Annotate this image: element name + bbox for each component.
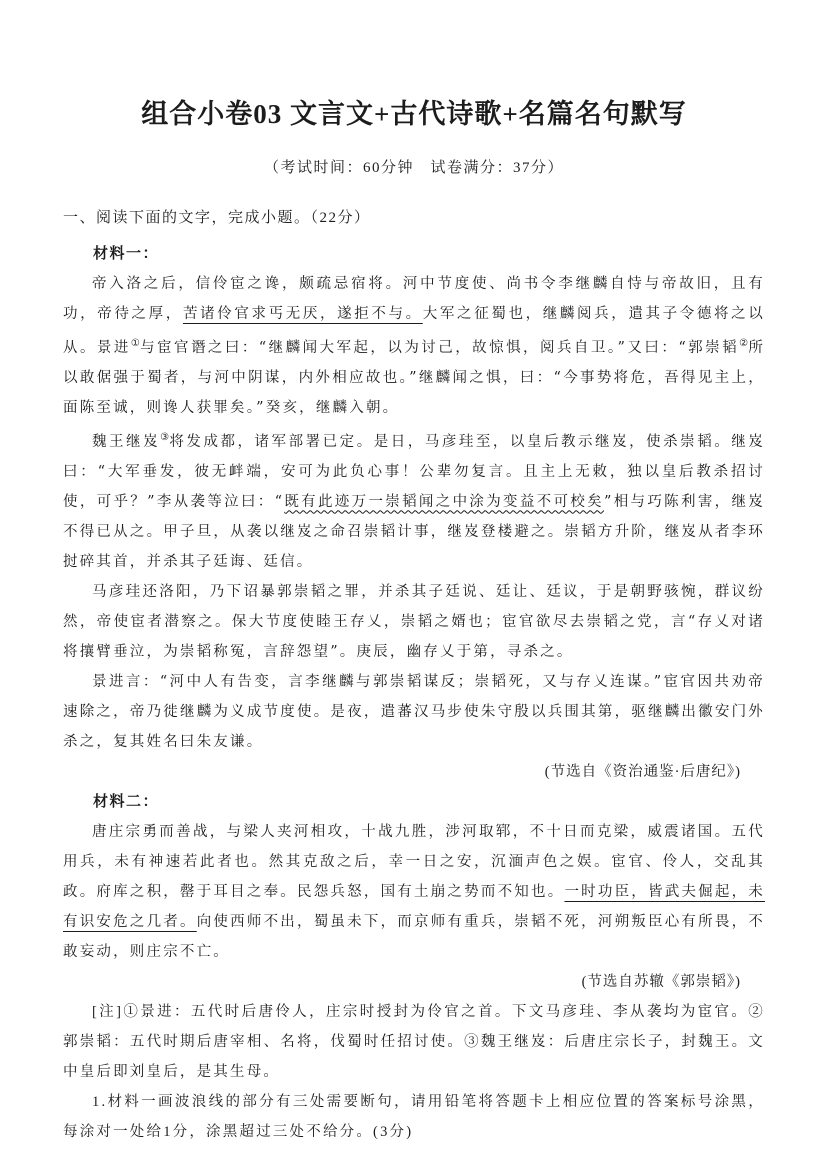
note-reference-number: ① (130, 338, 141, 349)
text-segment: 所以敢倨强于蜀者，与河中阴谋，内外相应故也。”继麟闻之惧，曰：“今事势将危，吾得见主上，面陈至诚，则谗人获罪矣。”癸亥，继麟入朝。 (63, 339, 766, 416)
material1-paragraph-1 (63, 269, 765, 423)
material2-heading: 材料二： (93, 793, 160, 810)
text-segment: 向使西师不出，蜀虽未下，而京师有重兵，崇韬不死，河朔叛臣心有所畏，不敢妄动，则庄宗不亡。 (63, 913, 765, 960)
underlined-text: 一时功臣，皆武夫倔起，未有识安危之几者。 (63, 883, 765, 930)
exam-title: 组合小卷03 文言文+古代诗歌+名篇名句默写 (141, 99, 687, 129)
material1-paragraph-3 (63, 577, 765, 667)
note-reference-number: ③ (160, 431, 170, 443)
text-segment: 将发成都，诸军部署已定。是日，马彦珪至，以皇后教示继岌，使杀崇韬。继岌曰：“大军垂发，彼无衅端，安可为此负心事！公辈勿复言。且主上无敕，独以皇后教杀招讨使，可乎？”李从袭等泣曰：“ (63, 433, 765, 510)
material1-heading: 材料一： (93, 246, 160, 262)
note-reference-number: ② (739, 338, 749, 349)
material1-source-citation: (节选自《资治通鉴·后唐纪》) (544, 763, 741, 780)
underlined-text: 苦诸伶官求丐无厌，遂拒不与。 (182, 306, 423, 322)
text-segment: 帝入洛之后，信伶宦之谗，颇疏忌宿将。河中节度使、尚书令李继麟自恃与帝故旧，且有功，帝待之厚， (63, 276, 765, 322)
text-segment: 景进言：“河中人有告变，言李继麟与郭崇韬谋反；崇韬死，又与存乂连谋。”宦官因共劝帝速除之，帝乃徙继麟为义成节度使。是夜，遣蕃汉马步使朱守殷以兵围其第，驱继麟出徽安门外杀之，复其姓名曰朱友谦。 (63, 673, 765, 750)
material1-paragraph-2 (63, 423, 765, 577)
material1-paragraph-4 (63, 667, 765, 757)
text-segment: 魏王继岌 (92, 433, 161, 450)
section-one-heading: 一、阅读下面的文字，完成小题。（22分） (63, 210, 371, 226)
document-body (63, 239, 765, 1147)
exam-subtitle: （考试时间：60分钟 试卷满分：37分） (263, 160, 564, 176)
question-1: 1.材料一画波浪线的部分有三处需要断句，请用铅笔将答题卡上相应位置的答案标号涂黑，每涂对一处给1分，涂黑超过三处不给分。(3分) (63, 1093, 765, 1140)
text-segment: 与宦官谮之曰：“继麟闻大军起，以为讨己，故惊惧，阅兵自卫。”又曰：“郭崇韬 (140, 339, 740, 356)
wavy-underlined-text: 既有此迹万一崇韬闻之中涂为变益不可校矣 (284, 493, 604, 510)
material2-source-citation: (节选自苏辙《郭崇韬》) (581, 973, 741, 990)
text-segment: 大军之征蜀也，继麟阅兵，遣其子令德将之以从。景进 (63, 306, 766, 356)
material2-paragraph-1 (63, 817, 765, 967)
notes-paragraph: [注]①景进：五代时后唐伶人，庄宗时授封为伶官之首。下文马彦珪、李从袭均为宦官。②郭崇韬：五代时期后唐宰相、名将，伐蜀时任招讨使。③魏王继岌：后唐庄宗长子，封魏王。文中皇后即刘皇后，是其生母。 (63, 1003, 765, 1080)
text-segment: ”相与巧陈利害，继岌不得已从之。甲子旦，从袭以继岌之命召崇韬计事，继岌登楼避之。崇韬方升阶，继岌从者李环挝碎其首，并杀其子廷诲、廷信。 (63, 493, 765, 570)
text-segment: 马彦珪还洛阳，乃下诏暴郭崇韬之罪，并杀其子廷说、廷让、廷议，于是朝野骇惋，群议纷然，帝使宦者潜察之。保大节度使睦王存乂，崇韬之婿也；宦官欲尽去崇韬之党，言“存乂对诸将攘臂垂泣，为崇韬称冤，言辞怨望”。庚辰，幽存乂于第，寻杀之。 (63, 583, 765, 660)
text-segment: 唐庄宗勇而善战，与梁人夹河相攻，十战九胜，涉河取郓，不十日而克梁，威震诸国。五代用兵，未有神速若此者也。然其克敌之后，幸一日之安，沉湎声色之娱。宦官、伶人，交乱其政。府库之积，罄于耳目之奉。民怨兵怒，国有土崩之势而不知也。 (63, 823, 765, 900)
